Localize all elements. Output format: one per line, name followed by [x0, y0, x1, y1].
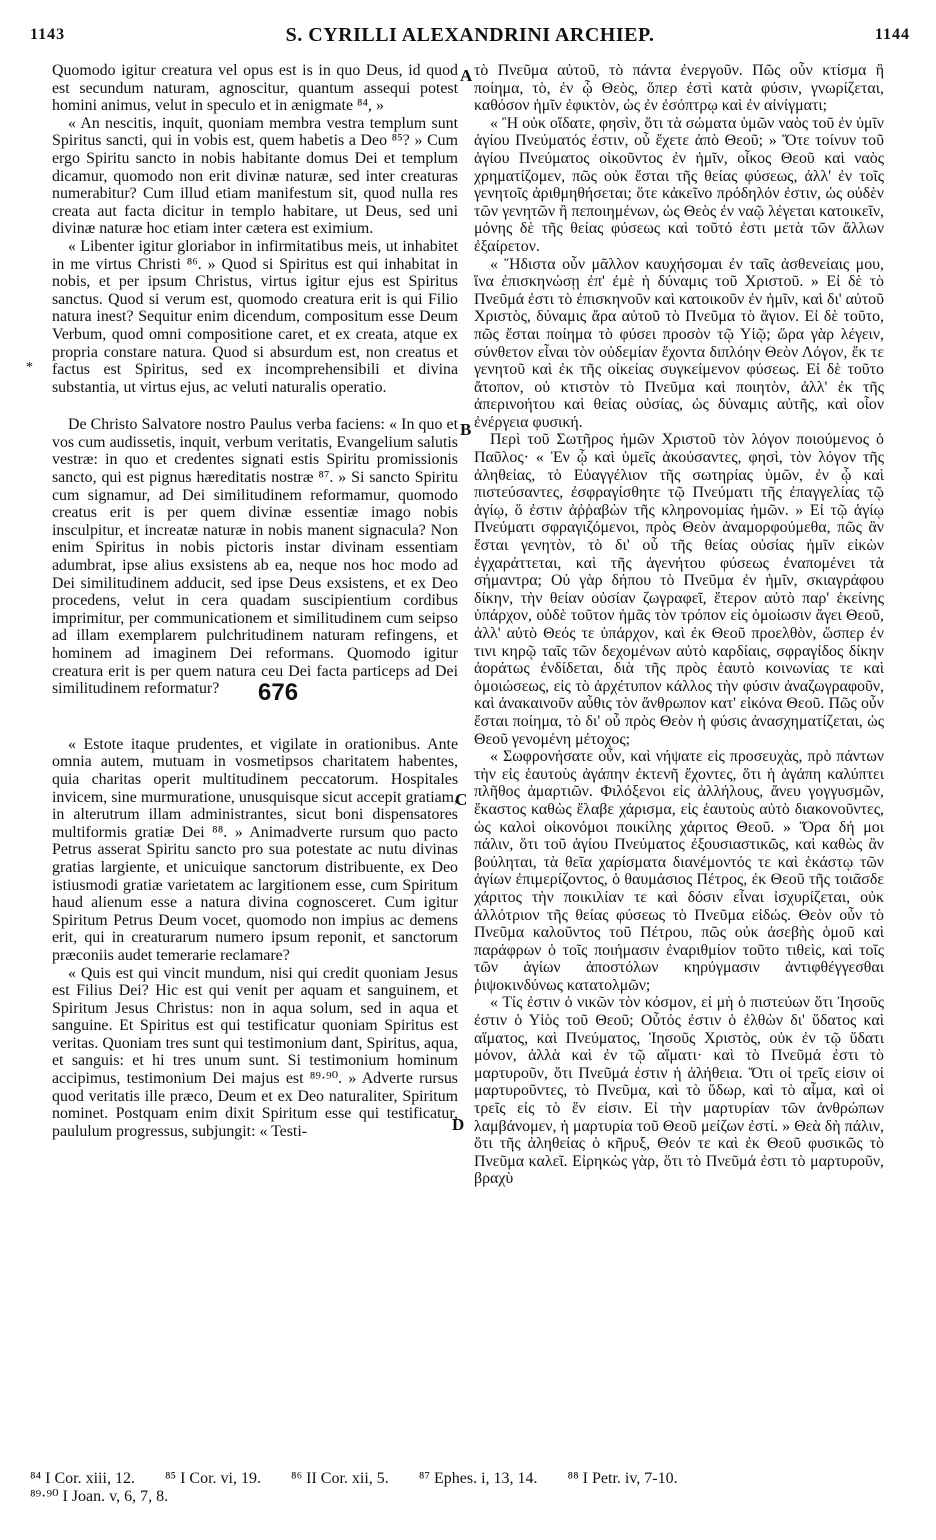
greek-paragraph: « Ἢ οὐκ οἴδατε, φησὶν, ὅτι τὰ σώματα ὑμῶν ναὸς τοῦ ἐν ὑμῖν ἁγίου Πνεύματός ἐστιν, οὗ ἔχετε ἀπὸ Θεοῦ; » Ὅτε τοίνυν τοῦ ἁγίου Πνεύματος οἰκοῦντος ἐν ἡμῖν, οἶκος Θεοῦ καὶ ναὸς χρηματίζομεν, πῶς οὐκ ἔσται τῆς θείας φύσεως, ἀλλ' ἐν τοῖς γενητοῖς ἀριθμηθήσεται; ὅτε κἀκεῖνο πρόδηλόν ἐστιν, ὡς οὐδὲν τῶν γενητῶν ἢ πεποιημένων, ὡς Θεὸς ἐν ναῷ λέγεται κατοικεῖν, μόνης δὲ τῆς θείας φύσεως καὶ τοῦτό ἐστι μετὰ τῶν ἄλλων ἐξαίρετον.	[474, 114, 884, 255]
footnote: ⁸⁶ II Cor. xii, 5.	[290, 1470, 389, 1487]
paragraph-gap	[52, 698, 458, 736]
footnote: ⁸⁵ I Cor. vi, 19.	[164, 1470, 261, 1487]
latin-paragraph: « Quis est qui vincit mundum, nisi qui credit quoniam Jesus est Filius Dei? Hic est qui venit per aquam et sanguinem, et Spiritum Jesus Christus: non in aqua solum, sed in aqua et sanguine. Et Spiritus est qui testificatur quoniam Spiritus est veritas. Quoniam tres sunt qui testimonium dant, Spiritus, aqua, et sanguis: et hi tres unum sunt. Si testimonium hominum accipimus, testimonium Dei majus est ⁸⁹·⁹⁰. » Adverte rursus quod veritatis ille præco, Deum et ex Deo naturaliter, Spiritum nominet. Postquam enim dixit Spiritum esse qui testificatur, paululum progressus, subjungit: « Testi-	[52, 964, 458, 1140]
column-number-stamp: 676	[258, 679, 299, 706]
greek-paragraph: « Ἥδιστα οὖν μᾶλλον καυχήσομαι ἐν ταῖς ἀσθενείαις μου, ἵνα ἐπισκηνώσῃ ἐπ' ἐμὲ ἡ δύναμις τοῦ Χριστοῦ. » Εἰ δὲ τὸ Πνεῦμά ἐστι τὸ ἐπισκηνοῦν καὶ κατοικοῦν ἐν ἡμῖν, καὶ δι' αὐτοῦ Χριστὸς, δύναμις ἄρα αὐτοῦ τὸ Πνεῦμα τὸ ἅγιον. Εἰ δὲ τοῦτο, πῶς ἔσται ποίημα τὸ φύσει προσὸν τῷ Υἱῷ; ὥρα γὰρ λέγειν, σύνθετον εἶναι τὸν οὐδεμίαν ἔχοντα διπλόην Θεὸν Λόγον, ἔκ τε γενητοῦ καὶ ἐκ τῆς οἰκείας συγκείμενον φύσεως. Εἰ δὲ τοῦτο ἄτοπον, οὐ κτιστὸν τὸ Πνεῦμα καὶ ποιητὸν, ἀλλ' ἐκ τῆς ἀπερινοήτου καὶ θείας οὐσίας, ὡς δύναμις αὐτῆς, καὶ οἷον ἐνέργεια φυσική.	[474, 255, 884, 431]
page-number-right: 1144	[874, 26, 910, 43]
footnote: ⁸⁹·⁹⁰ I Joan. v, 6, 7, 8.	[30, 1488, 169, 1505]
latin-paragraph: « Estote itaque prudentes, et vigilate in orationibus. Ante omnia autem, mutuam in vosmetipsos charitatem habentes, quia charitas operit multitudinem peccatorum. Hospitales invicem, sine murmuratione, unusquisque sicut accepit gratiam, in alterutrum illam administrantes, sicut boni dispensatores multiformis gratiæ Dei ⁸⁸. » Animadverte rursum quo pacto Petrus asserat Spiritu sancto pro sua potestate ac nutu divinas gratias largiente, et unicuique sanctorum distribuente, ex Deo istiusmodi gratiæ varietatem ac largitionem esse, cum Spiritum haud alienum esse a natura divina cognosceret. Cum igitur Spiritum Petrus Deum vocet, quomodo non impius ac demens erit, qui in creaturarum numero ipsum reponit, et sanctorum præconiis audet temerarie reclamare?	[52, 735, 458, 964]
section-marker-b: B	[460, 420, 472, 439]
footnote: ⁸⁸ I Petr. iv, 7-10.	[567, 1470, 678, 1487]
footnote-row	[30, 1488, 890, 1506]
footnote: ⁸⁷ Ephes. i, 13, 14.	[418, 1470, 538, 1487]
latin-column	[52, 62, 458, 1140]
page-header	[30, 10, 910, 44]
latin-text: De Christo Salvatore nostro Paulus verba faciens: « In quo et vos cum audissetis, inquit, verbum veritatis, Evangelium salutis vestræ: in quo et credentes signati estis Spiritu promissionis sancto, qui est pignus hæreditatis nostræ ⁸⁷. » Si sancto Spiritu cum signamur, ad Dei similitudinem reformamur, quomodo creatus erit is per quem divinæ essentiæ imago nobis insculpitur, et increatæ naturæ in nobis manent signacula? Non enim Spiritus in nobis pictoris instar divinam essentiam adumbrat, ipse alius exsistens ab ea, neque nos	[52, 416, 458, 575]
footnote-row	[30, 1470, 890, 1488]
footnote: ⁸⁴ I Cor. xiii, 12.	[30, 1470, 135, 1487]
greek-paragraph: « Σωφρονήσατε οὖν, καὶ νήψατε εἰς προσευχὰς, πρὸ πάντων τὴν εἰς ἑαυτοὺς ἀγάπην ἐκτενῆ ἔχοντες, ὅτι ἡ ἀγάπη καλύπτει πλῆθος ἁμαρτιῶν. Φιλόξενοι εἰς ἀλλήλους, ἄνευ γογγυσμῶν, ἕκαστος καθὼς ἔλαβε χάρισμα, εἰς ἑαυτοὺς αὐτὸ διακονοῦντες, ὡς καλοὶ οἰκονόμοι ποικίλης χάριτος Θεοῦ. » Ὅρα δή μοι πάλιν, ὅτι τοῦ ἁγίου Πνεύματος ἐξουσιαστικῶς, καὶ καθὼς ἂν βούληται, τὰ θεῖα χαρίσματα διανέμοντός τε καὶ ἑκάστῳ τῶν ἁγίων ἐπιμερίζοντος, ὁ θαυμάσιος Πέτρος, ἐκ Θεοῦ τῆς τοιᾶσδε χάριτος τὴν ποικιλίαν τε καὶ δόσιν εἶναι ἰσχυρίζεται, οὐκ ἀλλότριον τῆς θείας φύσεως τὸ Πνεῦμα εἰδώς. Θεὸν οὖν τὸ Πνεῦμα καλοῦντος τοῦ Πέτρου, πῶς οὐκ ἀσεβὴς ὁμοῦ καὶ παράφρων ὁ τοῖς ποιήμασιν ἐναριθμίον τοῦτο τιθεὶς, καὶ τοῖς τῶν ἁγίων ἀποστόλων κηρύγμασιν ἀντιφθέγγεσθαι ῥιψοκινδύνως κατατολμῶν;	[474, 748, 884, 994]
latin-paragraph: « An nescitis, inquit, quoniam membra vestra templum sunt Spiritus sancti, qui in vobis est, quem habetis a Deo ⁸⁵? » Cum ergo Spiritu sancto in nobis habitante domus Dei et templum dicamur, quomodo non erit divinæ naturæ, sed inter creaturas numerabitur? Cum illud etiam manifestum sit, quod nulla res creata aut facta dicitur in templo habitare, ut Deus, sed uni divinæ naturæ hoc etiam inter cætera est eximium.	[52, 114, 458, 238]
page-number-left: 1143	[30, 26, 66, 43]
running-title: S. CYRILLI ALEXANDRINI ARCHIEP.	[285, 24, 655, 46]
latin-text: hoc modo ad Dei similitudinem adducit, sed ipse Deus exsistens, et ex Deo procedens, velut in cera quadam suscipientium cordibus imprimitur, per communicationem et similitudinem cum seipso ad illam exemplarem pulchritudinem naturam refingens, et hominem ad imaginem Dei reformans. Quomodo igitur creatura erit is per quem natura ceu Dei facta particeps ad Dei similitudinem reformatur?	[52, 557, 458, 698]
greek-column	[474, 62, 884, 1188]
section-marker-c: C	[455, 790, 468, 809]
section-marker-d: D	[452, 1115, 465, 1134]
paragraph-gap	[52, 396, 458, 416]
section-marker-a: A	[460, 66, 473, 85]
footnotes	[30, 1470, 890, 1506]
greek-paragraph: « Τίς ἐστιν ὁ νικῶν τὸν κόσμον, εἰ μὴ ὁ πιστεύων ὅτι Ἰησοῦς ἐστιν ὁ Υἱὸς τοῦ Θεοῦ; Οὗτός ἐστιν ὁ ἐλθὼν δι' ὕδατος καὶ αἵματος, καὶ Πνεύματος, Ἰησοῦς Χριστὸς, οὐκ ἐν τῷ ὕδατι μόνον, ἀλλὰ καὶ ἐν τῷ αἵματι· καὶ τὸ Πνεῦμά ἐστι τὸ μαρτυροῦν, ὅτι Πνεῦμά ἐστιν ἡ ἀλήθεια. Ὅτι οἱ τρεῖς εἰσιν οἱ μαρτυροῦντες, τὸ Πνεῦμα, καὶ τὸ ὕδωρ, καὶ τὸ αἷμα, καὶ οἱ τρεῖς εἰς τὸ ἕν εἰσιν. Εἰ τὴν μαρτυρίαν τῶν ἀνθρώπων λαμβάνομεν, ἡ μαρτυρία τοῦ Θεοῦ μείζων ἐστί. » Θεὰ δὴ πάλιν, ὅτι τῆς ἀληθείας ὁ κῆρυξ, Θεόν τε καὶ ἐκ Θεοῦ φυσικῶς τὸ Πνεῦμα καλεῖ. Εἰρηκὼς γὰρ, ὅτι τὸ Πνεῦμά ἐστι τὸ μαρτυροῦν, βραχὺ	[474, 994, 884, 1188]
latin-paragraph: « Libenter igitur gloriabor in infirmitatibus meis, ut inhabitet in me virtus Christi ⁸⁶. » Quod si Spiritus est qui inhabitat in nobis, et per ipsum Christus, virtus igitur ejus est Spiritus sanctus. Quod si verum est, quomodo creatura erit is qui Filio natura inest? Sequitur enim dicendum, compositum esse Deum Verbum, quod omni compositione caret, et ex creata, atque ex propria constare natura. Quod si absurdum est, non creatus et factus est Spiritus, sed ex incomprehensibili et divina substantia, ut virtus ejus, ac veluti naturalis operatio.	[52, 237, 458, 396]
greek-paragraph: Περὶ τοῦ Σωτῆρος ἡμῶν Χριστοῦ τὸν λόγον ποιούμενος ὁ Παῦλος· « Ἐν ᾧ καὶ ὑμεῖς ἀκούσαντες, φησὶ, τὸν λόγον τῆς ἀληθείας, τὸ Εὐαγγέλιον τῆς σωτηρίας ὑμῶν, ἐν ᾧ καὶ πιστεύσαντες, ἐσφραγίσθητε τῷ Πνεύματι τῆς ἐπαγγελίας τῷ ἁγίῳ, ὅ ἐστιν ἀῤῥαβὼν τῆς κληρονομίας ἡμῶν. » Εἰ τῷ ἁγίῳ Πνεύματι σφραγιζόμενοι, πρὸς Θεὸν ἀναμορφούμεθα, πῶς ἂν ἔσται γενητὸν, τὸ δι' οὗ τῆς θείας οὐσίας ἡμῖν εἰκὼν ἐγχαράττεται, καὶ τῆς ἀγενήτου φύσεως ἐναπομένει τὰ σήμαντρα; Οὐ γὰρ δήπου τὸ Πνεῦμα ἐν ἡμῖν, σκιαγράφου δίκην, τὴν θείαν οὐσίαν ζωγραφεῖ, ἕτερον αὐτὸ παρ' ἐκείνης ὑπάρχον, οὐδὲ τοῦτον ἡμᾶς τὸν τρόπον εἰς ὁμοίωσιν ἄγει Θεοῦ, ἀλλ' αὐτὸ Θεός τε ὑπάρχον, καὶ ἐκ Θεοῦ προελθὸν, ὥσπερ ἐν τινι κηρῷ ταῖς τῶν δεχομένων αὐτὸ καρδίαις, σφραγίδος δίκην ἀοράτως ἐνδίδεται, διὰ τῆς πρὸς ἑαυτὸ κοινωνίας τε καὶ ὁμοιώσεως, εἰς τὸ ἀρχέτυπον κάλλος τὴν φύσιν ἀναζωγραφοῦν, καὶ ἀνακαινοῦν αὖθις τὸν ἄνθρωπον κατ' εἰκόνα Θεοῦ. Πῶς οὖν ἔσται ποίημα, τὸ δι' οὗ πρὸς Θεὸν ἡ φύσις ἀνασχηματίζεται, ὡς Θεοῦ γενομένη μέτοχος;	[474, 431, 884, 748]
margin-asterisk: *	[26, 360, 33, 375]
greek-paragraph: τὸ Πνεῦμα αὐτοῦ, τὸ πάντα ἐνεργοῦν. Πῶς οὖν κτίσμα ἢ ποίημα, τὸ, ἐν ᾧ Θεὸς, ὅπερ ἐστὶ κατὰ φύσιν, γνωρίζεται, καθόσον ἡμῖν ἐφικτὸν, ὡς ἐν ἐσόπτρῳ καὶ ἐν αἰνίγματι;	[474, 62, 884, 115]
latin-paragraph: Quomodo igitur creatura vel opus est is in quo Deus, id quod est secundum naturam, agnoscitur, quantum assequi potest homini animus, velut in speculo et in ænigmate ⁸⁴, »	[52, 62, 458, 115]
latin-paragraph	[52, 416, 458, 698]
